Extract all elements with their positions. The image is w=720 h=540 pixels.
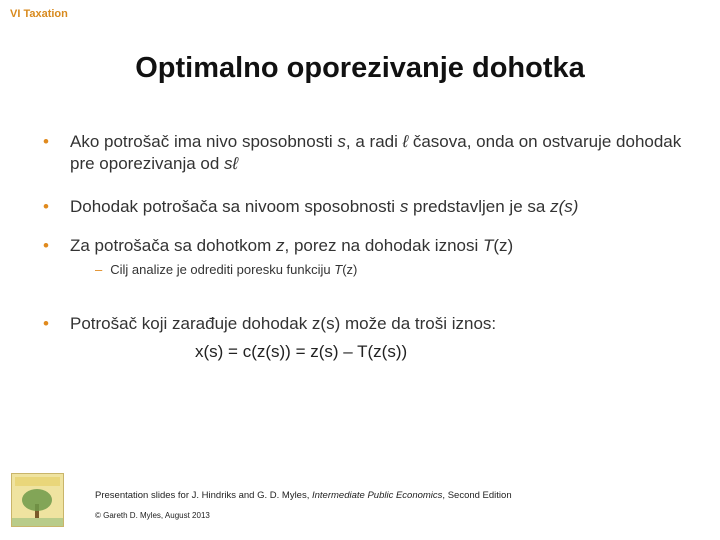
sub-bullet-dash: – — [95, 262, 103, 277]
bullet-dot: • — [43, 314, 49, 333]
bullet-dot: • — [43, 197, 49, 216]
bullet-text: Potrošač koji zarađuje dohodak z(s) može da troši iznos: — [70, 314, 497, 333]
footer-copyright: © Gareth D. Myles, August 2013 — [95, 511, 210, 520]
bullet-dot: • — [43, 132, 49, 151]
bullet-dot: • — [43, 236, 49, 255]
bullet-text: Dohodak potrošača sa nivoom sposobnosti s predstavljen je sa z(s) — [70, 197, 579, 216]
sub-bullet: – Cilj analize je odrediti poresku funkciju T(z) — [95, 262, 358, 277]
formula: x(s) = c(z(s)) = z(s) – T(z(s)) — [195, 342, 408, 361]
book-cover-image — [11, 473, 64, 527]
bullet-text: Za potrošača sa dohotkom z, porez na dohodak iznosi T(z) — [70, 236, 514, 255]
section-label: VI Taxation — [10, 8, 68, 20]
bullet-text: Ako potrošač ima nivo sposobnosti s, a radi ℓ časova, onda on ostvaruje dohodak pre oporezivanja od sℓ — [70, 132, 682, 173]
footer-citation: Presentation slides for J. Hindriks and G. D. Myles, Intermediate Public Economics, Second Edition — [95, 490, 512, 501]
slide-title: Optimalno oporezivanje dohotka — [135, 52, 585, 84]
